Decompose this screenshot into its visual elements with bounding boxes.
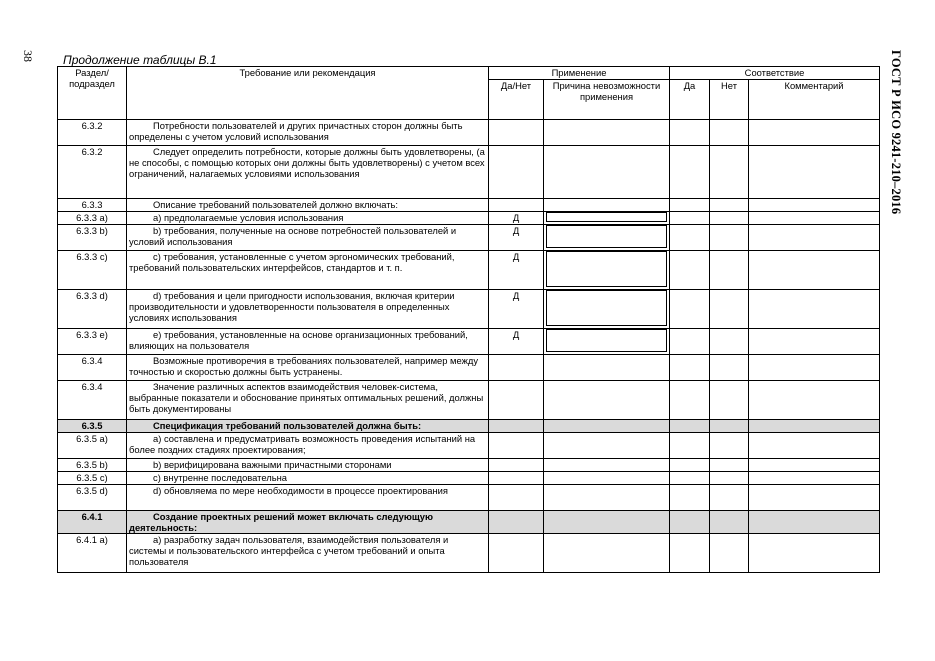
row-compliance-yes: [670, 225, 710, 251]
row-compliance-no: [710, 212, 749, 225]
row-compliance-no: [710, 381, 749, 420]
row-requirement: [127, 534, 489, 573]
table-row: [58, 146, 880, 199]
row-compliance-no: [710, 146, 749, 199]
row-section: 6.3.2: [58, 120, 127, 146]
row-compliance-yes: [670, 381, 710, 420]
row-compliance-yes: [670, 355, 710, 381]
table-row: [58, 199, 880, 212]
row-compliance-no: [710, 199, 749, 212]
row-comment: [749, 146, 880, 199]
row-section: 6.3.5 d): [58, 485, 127, 511]
row-comment: [749, 433, 880, 459]
row-yes-no: Д: [489, 290, 544, 329]
row-compliance-yes: [670, 459, 710, 472]
row-reason: [544, 290, 670, 329]
header-no: Нет: [710, 80, 749, 120]
row-compliance-yes: [670, 433, 710, 459]
header-compliance: Соответствие: [670, 67, 880, 80]
row-requirement: [127, 433, 489, 459]
reason-box: [546, 329, 667, 352]
row-requirement-text: b) верифицирована важными причастными сторонами: [153, 459, 392, 470]
row-requirement-text: b) требования, полученные на основе потребностей пользователей и условий использования: [129, 225, 457, 247]
row-comment: [749, 485, 880, 511]
table-row: [58, 534, 880, 573]
table-row: [58, 329, 880, 355]
row-comment: [749, 290, 880, 329]
row-section: 6.3.5 b): [58, 459, 127, 472]
row-compliance-no: [710, 459, 749, 472]
row-compliance-yes: [670, 329, 710, 355]
row-comment: [749, 329, 880, 355]
row-section: 6.3.4: [58, 355, 127, 381]
row-compliance-no: [710, 355, 749, 381]
row-compliance-yes: [670, 290, 710, 329]
row-requirement: [127, 472, 489, 485]
row-reason: [544, 120, 670, 146]
row-yes-no: [489, 485, 544, 511]
row-requirement-text: Создание проектных решений может включать следующую деятельность:: [129, 511, 433, 533]
table-row: [58, 420, 880, 433]
row-compliance-no: [710, 251, 749, 290]
row-reason: [544, 355, 670, 381]
row-compliance-no: [710, 290, 749, 329]
row-comment: [749, 511, 880, 534]
row-reason: [544, 225, 670, 251]
header-comment: Комментарий: [749, 80, 880, 120]
row-yes-no: [489, 433, 544, 459]
row-reason: [544, 534, 670, 573]
table-row: [58, 511, 880, 534]
row-section: 6.3.2: [58, 146, 127, 199]
row-requirement-text: a) предполагаемые условия использования: [153, 212, 344, 223]
row-compliance-no: [710, 472, 749, 485]
row-comment: [749, 120, 880, 146]
row-compliance-no: [710, 420, 749, 433]
row-section: 6.3.5 a): [58, 433, 127, 459]
table-row: [58, 381, 880, 420]
row-compliance-no: [710, 120, 749, 146]
requirements-table: [57, 66, 880, 573]
row-reason: [544, 433, 670, 459]
table-row: [58, 120, 880, 146]
header-yes: Да: [670, 80, 710, 120]
row-requirement: [127, 511, 489, 534]
row-reason: [544, 146, 670, 199]
table-row: [58, 485, 880, 511]
row-requirement: [127, 251, 489, 290]
row-section: 6.3.5: [58, 420, 127, 433]
table-row: [58, 433, 880, 459]
row-compliance-yes: [670, 146, 710, 199]
row-section: 6.3.4: [58, 381, 127, 420]
row-compliance-yes: [670, 212, 710, 225]
row-requirement: [127, 459, 489, 472]
row-section: 6.3.3 a): [58, 212, 127, 225]
table-caption: Продолжение таблицы В.1: [63, 53, 217, 67]
row-yes-no: [489, 199, 544, 212]
row-requirement-text: Описание требований пользователей должно включать:: [153, 199, 399, 210]
row-requirement-text: c) требования, установленные с учетом эргономических требований, требований пользовательских интерфейсов, стандартов и т. п.: [129, 251, 455, 273]
row-requirement: [127, 146, 489, 199]
row-requirement: [127, 420, 489, 433]
row-comment: [749, 355, 880, 381]
row-section: 6.3.3 b): [58, 225, 127, 251]
table-row: [58, 251, 880, 290]
row-compliance-yes: [670, 199, 710, 212]
row-reason: [544, 199, 670, 212]
row-yes-no: [489, 381, 544, 420]
row-requirement-text: a) составлена и предусматривать возможность проведения испытаний на более поздних стадиях проектирования;: [129, 433, 476, 455]
reason-box: [546, 212, 667, 222]
row-yes-no: Д: [489, 212, 544, 225]
row-reason: [544, 420, 670, 433]
row-requirement-text: d) требования и цели пригодности использования, включая критерии производительности и удовлетворенности пользователя в определенных условиях использования: [129, 290, 455, 323]
row-compliance-no: [710, 534, 749, 573]
row-requirement-text: Возможные противоречия в требованиях пользователей, например между точностью и скоростью должны быть устранены.: [129, 355, 479, 377]
row-requirement-text: Потребности пользователей и других причастных сторон должны быть определены с учетом условий использования: [129, 120, 463, 142]
row-compliance-yes: [670, 420, 710, 433]
reason-box: [546, 290, 667, 326]
row-compliance-no: [710, 485, 749, 511]
row-comment: [749, 212, 880, 225]
row-requirement: [127, 225, 489, 251]
table-row: [58, 459, 880, 472]
table-row: [58, 290, 880, 329]
reason-box: [546, 225, 667, 248]
row-requirement: [127, 355, 489, 381]
header-application: Применение: [489, 67, 670, 80]
row-compliance-no: [710, 511, 749, 534]
row-yes-no: Д: [489, 329, 544, 355]
row-compliance-no: [710, 433, 749, 459]
row-requirement-text: e) требования, установленные на основе организационных требований, влияющих на пользователя: [129, 329, 468, 351]
row-yes-no: [489, 146, 544, 199]
row-yes-no: [489, 459, 544, 472]
row-section: 6.4.1 a): [58, 534, 127, 573]
row-yes-no: Д: [489, 251, 544, 290]
row-reason: [544, 511, 670, 534]
row-compliance-no: [710, 225, 749, 251]
table-row: [58, 355, 880, 381]
header-yes-no: Да/Нет: [489, 80, 544, 120]
row-reason: [544, 485, 670, 511]
row-yes-no: [489, 472, 544, 485]
header-section: Раздел/ подраздел: [58, 67, 127, 120]
table-row: [58, 225, 880, 251]
reason-box: [546, 251, 667, 287]
row-requirement: [127, 212, 489, 225]
row-yes-no: Д: [489, 225, 544, 251]
row-requirement-text: d) обновляема по мере необходимости в процессе проектирования: [153, 485, 448, 496]
row-yes-no: [489, 534, 544, 573]
row-yes-no: [489, 120, 544, 146]
standard-title: ГОСТ Р ИСО 9241-210–2016: [889, 50, 903, 215]
row-compliance-no: [710, 329, 749, 355]
row-requirement: [127, 329, 489, 355]
row-requirement-text: Значение различных аспектов взаимодействия человек-система, выбранные показатели и обоснование принятых оптимальных решений, должны быть документированы: [129, 381, 484, 414]
row-comment: [749, 251, 880, 290]
row-reason: [544, 381, 670, 420]
header-requirement: Требование или рекомендация: [127, 67, 489, 120]
row-section: 6.3.3: [58, 199, 127, 212]
row-reason: [544, 472, 670, 485]
row-requirement: [127, 290, 489, 329]
row-compliance-yes: [670, 485, 710, 511]
row-section: 6.4.1: [58, 511, 127, 534]
row-requirement-text: a) разработку задач пользователя, взаимодействия пользователя и системы и пользовательского интерфейса с учетом требований и опыта пользователя: [129, 534, 449, 567]
row-comment: [749, 459, 880, 472]
row-section: 6.3.3 d): [58, 290, 127, 329]
row-comment: [749, 534, 880, 573]
row-requirement: [127, 120, 489, 146]
row-reason: [544, 329, 670, 355]
row-reason: [544, 212, 670, 225]
row-compliance-yes: [670, 534, 710, 573]
row-yes-no: [489, 355, 544, 381]
row-reason: [544, 459, 670, 472]
table-row: [58, 212, 880, 225]
row-compliance-yes: [670, 511, 710, 534]
row-comment: [749, 225, 880, 251]
table-row: [58, 472, 880, 485]
row-requirement-text: Спецификация требований пользователей должна быть:: [153, 420, 422, 431]
row-compliance-yes: [670, 120, 710, 146]
row-section: 6.3.3 e): [58, 329, 127, 355]
row-yes-no: [489, 420, 544, 433]
row-comment: [749, 472, 880, 485]
row-requirement: [127, 199, 489, 212]
row-comment: [749, 381, 880, 420]
row-section: 6.3.5 c): [58, 472, 127, 485]
row-requirement: [127, 381, 489, 420]
row-compliance-yes: [670, 472, 710, 485]
row-requirement-text: c) внутренне последовательна: [153, 472, 288, 483]
row-compliance-yes: [670, 251, 710, 290]
row-requirement: [127, 485, 489, 511]
header-reason: Причина невозможности применения: [544, 80, 670, 120]
row-section: 6.3.3 c): [58, 251, 127, 290]
page-number: 38: [21, 50, 35, 62]
row-yes-no: [489, 511, 544, 534]
row-comment: [749, 420, 880, 433]
row-requirement-text: Следует определить потребности, которые должны быть удовлетворены, (а не способы, с помощью которых они должны быть удовлетворены) с учетом всех ограничений, налагаемых условиями использования: [129, 146, 485, 179]
row-reason: [544, 251, 670, 290]
row-comment: [749, 199, 880, 212]
